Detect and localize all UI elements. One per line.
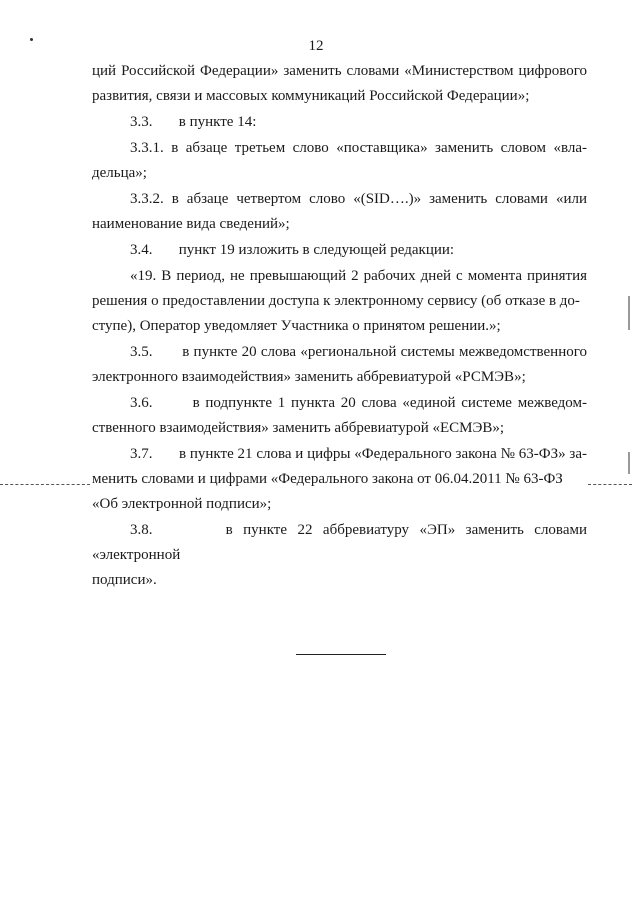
paragraph-continuation: развития, связи и массовых коммуникаций Российской Федерации»; — [92, 88, 530, 104]
paragraph-3-7 — [92, 442, 587, 517]
paragraph-first-line: 3.8. в пункте 22 аббревиатуру «ЭП» заменить словами «электронной — [92, 522, 587, 563]
paragraph-continuation: ственного взаимодействия» заменить аббревиатурой «ЕСМЭВ»; — [92, 420, 505, 436]
paragraph-3-4 — [92, 238, 587, 263]
scan-artifact-edge-mark — [628, 452, 630, 474]
paragraph-3-3-1 — [92, 136, 587, 186]
paragraph-first-line: 3.3.1. в абзаце третьем слово «поставщика» заменить словом «вла- — [130, 140, 587, 156]
paragraph-first-line: 3.6. в подпункте 1 пункта 20 слова «единой системе межведом- — [130, 395, 587, 411]
scan-artifact-line-right — [588, 484, 632, 485]
paragraph-first-line: 3.3.2. в абзаце четвертом слово «(SID….)» заменить словами «или — [130, 191, 587, 207]
paragraph-first-line: «19. В период, не превышающий 2 рабочих дней с момента принятия — [130, 268, 587, 284]
paragraph-3-6 — [92, 391, 587, 441]
scan-artifact-edge-mark — [628, 296, 630, 330]
paragraph-continuation: дельца»; — [92, 165, 147, 181]
scan-artifact-line-left — [0, 484, 90, 485]
paragraph-first-line: ций Российской Федерации» заменить словами «Министерством цифрового — [92, 63, 587, 79]
paragraph-first-line: 3.5. в пункте 20 слова «региональной системы межведомственного — [130, 344, 587, 360]
paragraph-3-3 — [92, 110, 587, 135]
paragraph-continuation: наименование вида сведений»; — [92, 216, 290, 232]
page-number: 12 — [308, 38, 324, 54]
paragraph-continuation: менить словами и цифрами «Федерального закона от 06.04.2011 № 63-ФЗ «Об электронной подписи»; — [92, 471, 563, 512]
paragraph-3-8 — [92, 518, 587, 593]
paragraph-19 — [92, 264, 587, 339]
paragraph-continuation: решения о предоставлении доступа к электронному сервису (об отказе в до- ступе), Оператор уведомляет Участника о принятом решении.»; — [92, 293, 580, 334]
paragraph-continuation: подписи». — [92, 572, 157, 588]
paragraph-3-5 — [92, 340, 587, 390]
paragraph-cont — [92, 59, 587, 109]
paragraph-first-line: 3.4. пункт 19 изложить в следующей редакции: — [130, 242, 455, 258]
paragraph-3-3-2 — [92, 187, 587, 237]
paragraph-first-line: 3.7. в пункте 21 слова и цифры «Федерального закона № 63-ФЗ» за- — [130, 446, 587, 462]
end-rule — [296, 654, 386, 655]
document-body — [92, 59, 587, 594]
scan-artifact-dot — [30, 38, 33, 41]
paragraph-continuation: электронного взаимодействия» заменить аббревиатурой «РСМЭВ»; — [92, 369, 526, 385]
paragraph-first-line: 3.3. в пункте 14: — [130, 114, 257, 130]
